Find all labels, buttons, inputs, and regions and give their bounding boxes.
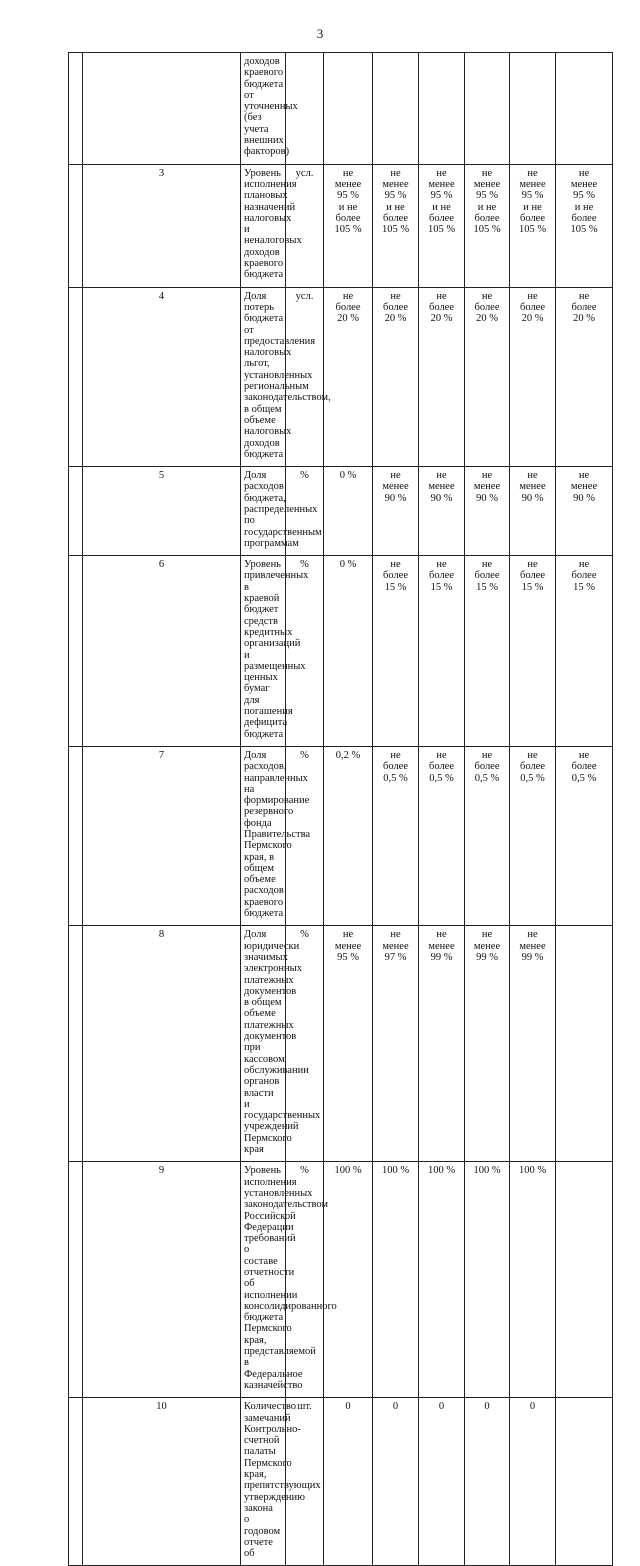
table-row [69,287,613,466]
value-line: 0,5 % [520,772,545,784]
value-line: 15 % [384,581,407,593]
indicator-name-line: органов власти [244,1076,280,1099]
indicator-name-line: Пермского края, в общем [244,840,292,874]
value-cell [373,1162,419,1398]
indicator-name-line: утверждению закона [244,1491,305,1514]
value-line: 105 % [570,224,598,236]
unit-cell: % [286,556,324,747]
indicator-name-line: представляемой [244,1346,316,1358]
value-line: более [571,570,597,582]
indicator-name-line: кассовом обслуживании [244,1053,309,1076]
indicator-name-line: в краевой бюджет средств [244,581,280,627]
value-line: 0 [484,1401,490,1413]
value-cell [556,53,613,165]
value-line: менее [519,940,546,952]
value-line: менее [473,481,501,493]
value-line: и не [386,201,405,213]
value-cell [556,926,613,1162]
value-line: не [527,470,538,482]
value-cell [510,53,556,165]
value-line: менее [382,481,409,493]
value-line: не [481,559,493,571]
row-number-cell: 4 [83,287,241,466]
value-line: не [436,167,447,179]
value-line: не [578,470,590,482]
value-cell [419,287,465,466]
indicator-name-line: Доля юридически значимых [244,929,300,963]
value-line: 0 % [339,559,357,571]
value-line: 105 % [381,224,410,236]
value-cell [556,746,613,925]
value-cell [510,467,556,556]
value-line: не [481,929,493,941]
table-row [69,746,613,925]
table-row [69,53,613,165]
value-line: более [382,761,408,773]
blank-cell [69,746,83,925]
value-cell [419,1162,465,1398]
value-cell [419,467,465,556]
indicator-name-line: льгот, установленных [244,358,313,381]
value-line: 105 % [473,224,501,236]
indicator-name-line: бюджета [244,908,284,920]
indicator-name-line: программам [244,537,299,549]
indicator-name-line: законодательством, в общем [244,392,331,415]
value-line: и не [523,201,542,213]
indicator-name-line: Пермского края, [244,1457,292,1481]
value-line: не [527,749,538,761]
indicator-name-line: о годовом отчете об [244,1514,281,1560]
unit-cell: % [286,746,324,925]
indicator-name-line: Уровень привлеченных [244,559,309,582]
value-line: 15 % [573,581,595,593]
indicator-name-line: Доля расходов, направленных [244,749,308,784]
value-cell [373,287,419,466]
value-line: не [390,929,401,941]
value-line: и не [432,201,451,213]
value-cell [373,1398,419,1566]
value-line: и не [338,201,358,213]
value-line: 95 % [476,190,498,202]
value-line: не [342,929,354,941]
value-line: не [390,470,401,482]
value-line: 0,2 % [335,749,361,761]
value-line: более [519,570,545,582]
value-line: более [474,761,500,773]
table-row [69,164,613,287]
indicator-name-line: отчетности об исполнении [244,1266,298,1301]
row-number-cell: 9 [83,1162,241,1398]
value-line: не [342,167,354,179]
value-line: 0,5 % [383,772,408,784]
indicator-name-cell [241,1162,337,1398]
value-line: не [578,290,590,302]
value-line: более [335,301,361,313]
value-line: не [436,749,447,761]
value-cell [373,926,419,1162]
indicator-name-line: на формирование резервного [244,783,310,818]
indicator-name-line: от предоставления налоговых [244,324,316,359]
value-cell [556,164,613,287]
value-cell [465,164,510,287]
value-line: менее [473,940,501,952]
value-line: более [474,301,500,313]
value-line: более [382,212,408,224]
row-number-cell: 3 [83,164,241,287]
indicator-name-line: препятствующих [244,1480,321,1492]
value-line: не [436,559,447,571]
value-line: более [519,761,545,773]
indicator-name-cell [241,926,321,1162]
value-line: не [527,559,538,571]
value-line: 15 % [521,581,544,593]
value-cell [419,746,465,925]
blank-cell [69,467,83,556]
value-line: более [428,761,454,773]
indicator-name-cell [241,53,298,165]
value-line: менее [382,940,409,952]
indicator-name-line: и размещенных ценных бумаг [244,649,306,695]
indicator-name-line: платежных документов при [244,1019,297,1054]
value-line: менее [428,940,455,952]
value-cell [465,1162,510,1398]
indicator-name-line: установленных [244,1187,313,1199]
value-cell [324,1398,373,1566]
value-line: не [390,749,401,761]
value-line: 100 % [518,1165,547,1177]
value-line: более [428,212,454,224]
value-line: 15 % [476,581,498,593]
value-line: более [571,761,597,773]
value-line: и не [477,201,497,213]
value-line: 0,5 % [474,772,500,784]
value-line: менее [570,178,598,190]
indicator-name-line: доходов краевого бюджета [244,246,284,281]
indicator-name-line: Пермского края, [244,1323,292,1346]
unit-cell: % [286,1162,324,1398]
value-line: более [474,570,500,582]
value-line: 95 % [430,190,453,202]
value-line: 99 % [521,951,544,963]
value-cell [510,1162,556,1398]
value-cell [373,467,419,556]
value-line: более [571,301,597,313]
value-line: не [481,167,493,179]
value-line: менее [428,481,455,493]
unit-cell: шт. [286,1398,324,1566]
indicator-name-line: консолидированного бюджета [244,1300,337,1324]
value-line: менее [519,178,546,190]
value-line: 0 [392,1401,399,1413]
indicator-name-line: доходов краевого бюджета [244,56,284,90]
value-cell [465,53,510,165]
value-cell [419,926,465,1162]
value-line: более [335,212,361,224]
value-cell [324,467,373,556]
value-line: не [390,559,401,571]
unit-cell: усл. [286,164,324,287]
indicators-table [68,52,613,1566]
blank-cell [69,164,83,287]
value-line: 95 % [384,190,407,202]
value-line: 90 % [521,492,544,504]
value-line: 90 % [476,492,498,504]
indicator-name-line: объеме расходов краевого [244,874,284,908]
indicator-name-line: для погашения дефицита [244,694,293,729]
value-line: не [436,290,447,302]
value-line: не [436,470,447,482]
value-line: менее [428,178,455,190]
value-line: не [481,470,493,482]
value-line: более [571,212,597,224]
value-line: 100 % [473,1165,501,1177]
value-line: 15 % [430,581,453,593]
value-cell [510,164,556,287]
indicator-name-line: учреждений Пермского края [244,1121,299,1156]
value-cell [373,164,419,287]
value-line: 95 % [337,951,359,963]
indicator-name-cell [241,467,322,556]
table-row [69,1398,613,1566]
row-number-cell: 5 [83,467,241,556]
value-line: 0,5 % [571,772,597,784]
value-cell [419,1398,465,1566]
value-cell [556,1162,613,1398]
blank-cell [69,1398,83,1566]
value-cell [465,926,510,1162]
value-cell [324,53,373,165]
value-cell [373,53,419,165]
value-line: не [527,167,538,179]
indicator-name-line: фонда Правительства [244,817,311,840]
value-line: 20 % [476,313,498,325]
indicator-name-line: по государственным [244,515,322,538]
value-cell [324,287,373,466]
row-number-cell: 6 [83,556,241,747]
value-cell [324,926,373,1162]
row-number-cell: 7 [83,746,241,925]
indicator-name-cell [241,556,309,747]
value-cell [324,556,373,747]
value-line: более [382,301,408,313]
value-cell [465,746,510,925]
value-cell [373,746,419,925]
value-cell [419,53,465,165]
value-line: не [342,290,354,302]
indicator-name-line: и государственных [244,1098,321,1122]
blank-cell [69,53,83,165]
unit-cell: усл. [286,287,324,466]
indicator-name-line: региональным [244,381,309,393]
value-line: более [428,301,454,313]
value-line: менее [473,178,501,190]
blank-cell [69,1162,83,1398]
value-line: 100 % [334,1165,362,1177]
value-line: 20 % [384,313,407,325]
indicator-name-line: бюджета [244,728,284,740]
value-cell [510,926,556,1162]
table-row [69,467,613,556]
value-line: более [382,570,408,582]
indicator-name-line: Доля потерь бюджета [244,290,284,325]
value-line: 105 % [427,224,456,236]
blank-cell [69,287,83,466]
value-line: более [474,212,500,224]
value-line: не [578,749,590,761]
value-line: более [428,570,454,582]
value-line: 90 % [573,492,595,504]
blank-cell [69,556,83,747]
indicator-name-line: законодательством [244,1199,329,1211]
value-line: менее [519,481,546,493]
value-line: 95 % [337,190,359,202]
value-line: менее [382,178,409,190]
value-line: 0,5 % [429,772,454,784]
value-line: 90 % [384,492,407,504]
value-cell [324,164,373,287]
indicator-name-line: кредитных организаций [244,626,301,650]
indicator-name-cell [241,164,302,287]
table-row [69,926,613,1162]
indicator-name-line: Доля расходов бюджета, [244,470,286,504]
value-cell [510,1398,556,1566]
table-row [69,556,613,747]
value-line: 20 % [337,313,359,325]
value-line: не [527,290,538,302]
value-cell [465,556,510,747]
value-line: 20 % [573,313,595,325]
value-line: 100 % [427,1165,456,1177]
value-cell [324,746,373,925]
value-line: не [390,167,401,179]
indicator-name-line: Уровень исполнения [244,167,297,190]
indicator-name-line: налоговых и неналоговых [244,212,302,247]
value-cell [465,1398,510,1566]
value-line: более [519,301,545,313]
indicator-name-line: в Федеральное казначейство [244,1357,303,1391]
indicator-name-line: Количество замечаний [244,1401,297,1424]
blank-cell [69,926,83,1162]
indicator-name-line: объеме налоговых доходов [244,414,292,449]
unit-cell: % [286,467,324,556]
value-cell [556,1398,613,1566]
value-cell [556,556,613,747]
value-cell [324,1162,373,1398]
value-line: 97 % [384,951,407,963]
page-number: 3 [316,26,324,41]
value-line: 0 [438,1401,445,1413]
value-cell [419,556,465,747]
indicator-name-line: Российской Федерации [244,1210,296,1233]
value-cell [510,746,556,925]
value-line: более [519,212,545,224]
value-line: 95 % [573,190,595,202]
indicator-name-line: Контрольно-счетной палаты [244,1423,301,1458]
value-line: не [481,749,493,761]
indicator-name-line: внешних факторов) [244,135,290,158]
value-line: не [390,290,401,302]
value-cell [510,287,556,466]
value-cell [373,556,419,747]
value-line: 105 % [518,224,547,236]
value-cell [510,556,556,747]
value-cell [465,467,510,556]
table-row [69,1162,613,1398]
value-line: менее [570,481,598,493]
row-number-cell: 8 [83,926,241,1162]
indicator-name-line: от уточненных (без учета [244,89,298,135]
row-number-cell: 10 [83,1398,241,1566]
value-line: менее [334,178,362,190]
indicator-name-line: распределенных [244,503,318,515]
value-line: 0 [345,1401,351,1413]
indicator-name-line: требований о составе [244,1233,296,1267]
row-number-cell [83,53,241,165]
value-line: 99 % [476,951,498,963]
indicator-name-line: Уровень исполнения [244,1165,297,1188]
value-line: 20 % [430,313,453,325]
value-line: 0 % [339,470,357,482]
indicator-name-line: плановых назначений [244,190,296,213]
value-line: не [527,929,538,941]
indicator-name-line: документов в общем объеме [244,985,297,1020]
value-cell [465,287,510,466]
indicator-name-line: электронных платежных [244,963,302,986]
value-cell [556,467,613,556]
value-line: 20 % [521,313,544,325]
value-cell [419,164,465,287]
value-line: 95 % [521,190,544,202]
value-line: 99 % [430,951,453,963]
value-line: 105 % [334,224,362,236]
indicator-name-cell [241,746,311,925]
value-line: 100 % [381,1165,410,1177]
value-line: менее [334,940,362,952]
value-line: не [436,929,447,941]
value-line: 0 [529,1401,536,1413]
value-cell [556,287,613,466]
value-line: не [578,167,590,179]
value-line: не [481,290,493,302]
value-line: и не [574,201,594,213]
value-line: не [578,559,590,571]
indicator-name-line: бюджета [244,448,284,460]
value-line: 90 % [430,492,453,504]
unit-cell: % [286,926,324,1162]
